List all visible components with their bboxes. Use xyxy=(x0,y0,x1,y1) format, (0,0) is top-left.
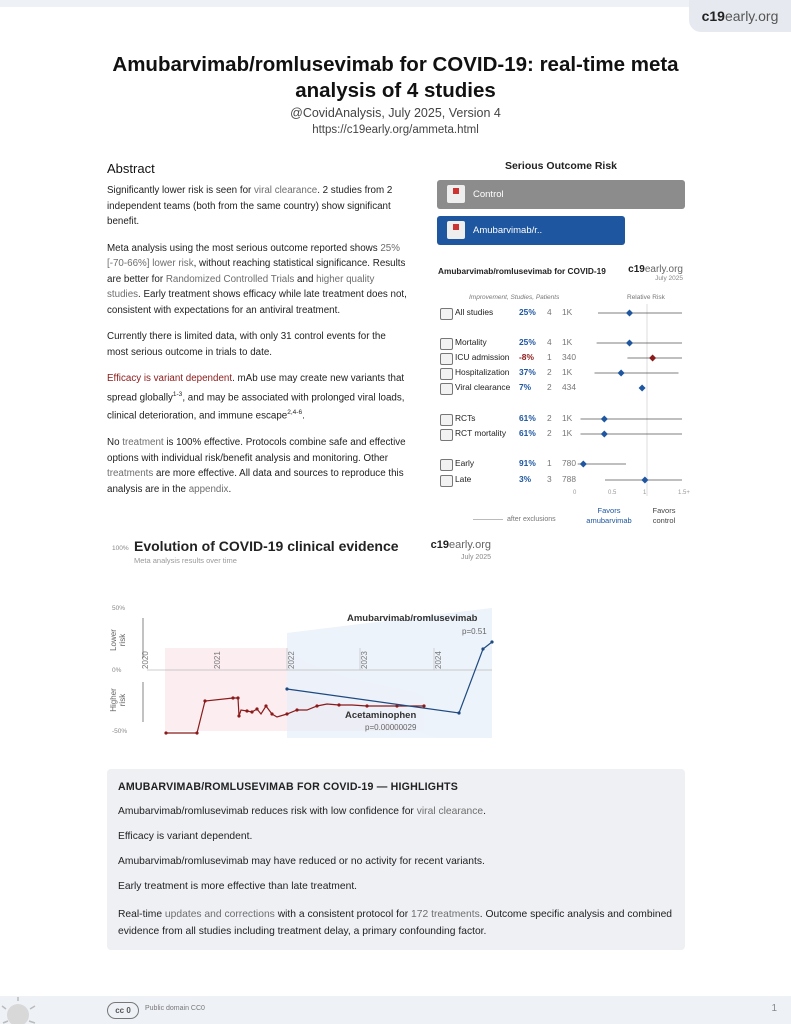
rct-link[interactable]: Randomized Controlled Trials xyxy=(165,273,295,285)
forest-row xyxy=(437,336,687,350)
page-url[interactable]: https://c19early.org/ammeta.html xyxy=(312,124,479,136)
control-bar: Control xyxy=(437,180,685,209)
viral-clearance-link[interactable]: viral clearance xyxy=(254,185,318,196)
abstract-heading: Abstract xyxy=(107,161,155,176)
outcome-icon xyxy=(440,353,453,365)
outcome-name: All studies xyxy=(455,307,494,317)
highlight-3: Amubarvimab/romlusevimab may have reduced or no activity for recent variants. xyxy=(118,856,485,867)
patient-count: 434 xyxy=(562,382,576,392)
patient-count: 1K xyxy=(562,428,573,438)
risk-pct-link[interactable]: 25% [-70-66%] lower risk xyxy=(107,242,400,269)
footer xyxy=(0,996,791,1024)
pct-0: 0% xyxy=(112,667,122,674)
forest-row xyxy=(437,366,687,380)
treatments-link[interactable]: treatments xyxy=(107,468,154,480)
relative-risk-label: Relative Risk xyxy=(627,294,665,301)
forest-row xyxy=(437,457,687,471)
year-label: 2022 xyxy=(287,651,296,669)
abstract-p4: Efficacy is variant dependent. mAb use may create new variants that spread globally$^{1-3}$, and may be associated with prolonged viral loads, clinical deterioration, and immune escape$^{2,4-6}$. xyxy=(107,373,405,422)
highlight-1: Amubarvimab/romlusevimab reduces risk with low confidence for viral clearance. xyxy=(118,806,486,817)
license-text: Public domain CC0 xyxy=(145,1005,205,1012)
site-logo[interactable]: c19early.org xyxy=(689,0,791,32)
drug-label: Amubarvimab/romlusevimab xyxy=(347,613,478,624)
outcome-name: Hospitalization xyxy=(455,367,510,377)
patient-count: 1K xyxy=(562,337,573,347)
improvement-pct: 61% xyxy=(519,428,536,438)
improvement-pct: 7% xyxy=(519,382,532,392)
year-label: 2020 xyxy=(141,651,150,669)
improvement-pct: 3% xyxy=(519,474,532,484)
page-number: 1 xyxy=(771,1003,777,1014)
evolution-date: July 2025 xyxy=(461,554,491,561)
variant-link[interactable]: Efficacy is variant dependent xyxy=(107,373,233,384)
treatment-bar: Amubarvimab/r.. xyxy=(437,216,625,245)
axis-tick: 0 xyxy=(573,490,577,496)
higher-risk-label: Higher risk xyxy=(109,688,127,712)
patient-count: 1K xyxy=(562,307,573,317)
patient-count: 1K xyxy=(562,413,573,423)
serious-outcome-title: Serious Outcome Risk xyxy=(504,160,618,172)
outcome-icon xyxy=(440,429,453,441)
axis-tick: 1 xyxy=(643,490,647,496)
after-exclusions: after exclusions xyxy=(473,516,556,523)
forest-plot xyxy=(437,260,689,526)
abstract-p2: Meta analysis using the most serious outcome reported shows 25% [-70-66%] lower risk, without reaching statistical significance. Results are better for Randomized Controlled Trials and higher quality studies. Early treatment shows efficacy while late treatment does not, consistent with expectations for an antiviral treatment. xyxy=(107,242,407,316)
improvement-pct: 25% xyxy=(519,337,536,347)
study-count: 1 xyxy=(547,458,552,468)
evolution-title: Evolution of COVID-19 clinical evidence xyxy=(134,538,399,554)
subtitle: @CovidAnalysis, July 2025, Version 4 xyxy=(290,106,501,120)
study-count: 3 xyxy=(547,474,552,484)
forest-date: July 2025 xyxy=(655,275,683,282)
abstract-p3: Currently there is limited data, with only 31 control events for the most serious outcome in trials to date. xyxy=(107,331,386,358)
study-count: 1 xyxy=(547,352,552,362)
highlight-4: Early treatment is more effective than late treatment. xyxy=(118,881,358,892)
forest-row xyxy=(437,412,687,426)
favors-treatment: Favors amubarvimab xyxy=(586,506,632,525)
evolution-subtitle: Meta analysis results over time xyxy=(134,556,237,565)
top-bar xyxy=(0,0,791,7)
page-title: Amubarvimab/romlusevimab for COVID-19: real-time meta analysis of 4 studies xyxy=(112,53,679,102)
improvement-pct: 91% xyxy=(519,458,536,468)
study-count: 2 xyxy=(547,428,552,438)
year-label: 2023 xyxy=(360,651,369,669)
outcome-icon xyxy=(440,368,453,380)
hospital-icon xyxy=(447,185,465,203)
study-count: 4 xyxy=(547,307,552,317)
treatment-link[interactable]: treatment xyxy=(122,437,164,449)
forest-row xyxy=(437,306,687,320)
cc0-icon[interactable]: cc 0 xyxy=(107,1002,139,1019)
pct-100: 100% xyxy=(112,545,129,552)
quality-link[interactable]: higher quality studies xyxy=(107,273,375,300)
updates-link[interactable]: updates and corrections xyxy=(164,909,275,920)
improvement-pct: 25% xyxy=(519,307,536,317)
ref-label: Acetaminophen xyxy=(345,710,417,721)
outcome-name: RCTs xyxy=(455,413,476,423)
study-count: 4 xyxy=(547,337,552,347)
evolution-chart xyxy=(107,538,497,743)
axis-tick: 1.5+ xyxy=(678,490,690,496)
favors-control: Favors control xyxy=(652,506,676,525)
drug-p-value: p=0.51 xyxy=(462,627,487,636)
improvement-pct: 61% xyxy=(519,413,536,423)
outcome-name: Early xyxy=(455,458,475,468)
outcome-icon xyxy=(440,459,453,471)
outcome-name: Mortality xyxy=(455,337,487,347)
outcome-name: Viral clearance xyxy=(455,382,511,392)
improvement-pct: -8% xyxy=(519,352,534,362)
patient-count: 1K xyxy=(562,367,573,377)
outcome-name: ICU admission xyxy=(455,352,510,362)
year-label: 2024 xyxy=(434,651,443,669)
forest-header: Improvement, Studies, Patients xyxy=(469,294,560,301)
abstract-body xyxy=(107,183,407,508)
outcome-icon xyxy=(440,308,453,320)
pct-neg50: -50% xyxy=(112,728,128,735)
highlights-heading: AMUBARVIMAB/ROMLUSEVIMAB FOR COVID-19 — HIGHLIGHTS xyxy=(118,781,458,793)
study-count: 2 xyxy=(547,367,552,377)
axis-tick: 0.5 xyxy=(608,490,617,496)
forest-title: Amubarvimab/romlusevimab for COVID-19 xyxy=(438,266,606,276)
patient-count: 340 xyxy=(562,352,576,362)
patient-count: 780 xyxy=(562,458,576,468)
year-label: 2021 xyxy=(213,651,222,669)
outcome-icon xyxy=(440,414,453,426)
evolution-svg xyxy=(107,538,497,743)
outcome-icon xyxy=(440,383,453,395)
outcome-name: RCT mortality xyxy=(455,428,507,438)
treatments-count-link[interactable]: 172 treatments xyxy=(411,909,480,920)
forest-logo: c19early.org xyxy=(628,264,683,275)
abstract-p1: Significantly lower risk is seen for viral clearance. 2 studies from 2 independent teams (both from the same country) show significant benefit. xyxy=(107,185,393,227)
pct-50: 50% xyxy=(112,605,126,612)
ref-p-value: p=0.00000029 xyxy=(365,723,417,732)
highlight-5: Real-time updates and corrections with a consistent protocol for 172 treatments. Outcome specific analysis and combined evidence from all studies including treatment delay, a primary confounding factor. xyxy=(118,909,673,937)
hospital-icon xyxy=(447,221,465,239)
evolution-logo: c19early.org xyxy=(430,539,491,551)
forest-row xyxy=(437,381,687,395)
forest-row xyxy=(437,351,687,365)
author-link[interactable]: @CovidAnalysis xyxy=(290,106,382,120)
appendix-link[interactable]: appendix xyxy=(188,483,229,495)
patient-count: 788 xyxy=(562,474,576,484)
study-count: 2 xyxy=(547,413,552,423)
abstract-p5: No treatment is 100% effective. Protocols combine safe and effective options with individual risk/benefit analysis and monitoring. Other treatments are more effective. All data and sources to reproduce this analysis are in the appendix. xyxy=(107,437,406,495)
improvement-pct: 37% xyxy=(519,367,536,377)
outcome-icon xyxy=(440,475,453,487)
virus-icon xyxy=(0,995,40,1024)
highlights-box xyxy=(107,769,685,950)
lower-risk-label: Lower risk xyxy=(109,629,127,651)
forest-row xyxy=(437,427,687,441)
highlight-2[interactable]: Efficacy is variant dependent. xyxy=(118,831,253,842)
forest-row xyxy=(437,473,687,487)
outcome-name: Late xyxy=(455,474,472,484)
study-count: 2 xyxy=(547,382,552,392)
outcome-icon xyxy=(440,338,453,350)
viral-clearance-link-2[interactable]: viral clearance xyxy=(416,806,484,817)
